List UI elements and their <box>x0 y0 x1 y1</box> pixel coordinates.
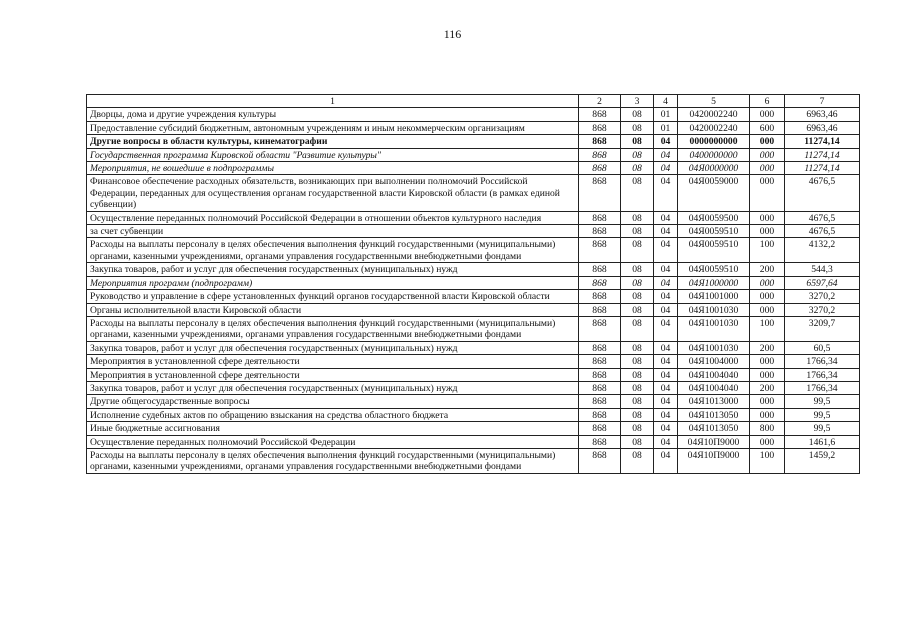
section-cell: 08 <box>621 162 654 175</box>
section-cell: 08 <box>621 135 654 148</box>
expense-type-cell: 000 <box>750 368 785 381</box>
table-row <box>87 135 860 148</box>
table-row <box>87 395 860 408</box>
amount-cell: 99,5 <box>785 408 860 421</box>
header-cell: 1 <box>87 95 579 108</box>
expense-name-cell: Другие вопросы в области культуры, кинематографии <box>87 135 579 148</box>
section-cell: 08 <box>621 290 654 303</box>
expense-name-cell: за счет субвенции <box>87 225 579 238</box>
table-row <box>87 368 860 381</box>
header-cell: 2 <box>579 95 621 108</box>
expense-name-cell: Расходы на выплаты персоналу в целях обеспечения выполнения функций государственными (муниципальными) органами, казенными учреждениями, органами управления государственными внебюджетными фондами <box>87 238 579 263</box>
table-row <box>87 381 860 394</box>
amount-cell: 6597,64 <box>785 276 860 289</box>
section-cell: 08 <box>621 276 654 289</box>
expense-name-cell: Мероприятия, не вошедшие в подпрограммы <box>87 162 579 175</box>
section-cell: 08 <box>621 341 654 354</box>
section-cell: 08 <box>621 211 654 224</box>
table-row <box>87 108 860 121</box>
table-row <box>87 175 860 211</box>
section-cell: 08 <box>621 355 654 368</box>
subsection-cell: 01 <box>654 121 678 134</box>
table-row <box>87 238 860 263</box>
amount-cell: 1461,6 <box>785 435 860 448</box>
expense-name-cell: Закупка товаров, работ и услуг для обеспечения государственных (муниципальных) нужд <box>87 263 579 276</box>
expense-type-cell: 000 <box>750 211 785 224</box>
expense-name-cell: Иные бюджетные ассигнования <box>87 422 579 435</box>
expense-type-cell: 000 <box>750 303 785 316</box>
subsection-cell: 04 <box>654 355 678 368</box>
section-cell: 08 <box>621 225 654 238</box>
amount-cell: 4132,2 <box>785 238 860 263</box>
expense-name-cell: Государственная программа Кировской области "Развитие культуры" <box>87 148 579 161</box>
amount-cell: 11274,14 <box>785 162 860 175</box>
subsection-cell: 04 <box>654 448 678 473</box>
target-article-cell: 04Я0059000 <box>678 175 750 211</box>
expense-type-cell: 100 <box>750 448 785 473</box>
section-cell: 08 <box>621 148 654 161</box>
expense-name-cell: Мероприятия в установленной сфере деятельности <box>87 355 579 368</box>
target-article-cell: 0000000000 <box>678 135 750 148</box>
subsection-cell: 04 <box>654 162 678 175</box>
expense-type-cell: 000 <box>750 162 785 175</box>
expense-type-cell: 000 <box>750 290 785 303</box>
expense-type-cell: 000 <box>750 135 785 148</box>
expense-type-cell: 000 <box>750 276 785 289</box>
expense-type-cell: 200 <box>750 341 785 354</box>
target-article-cell: 0400000000 <box>678 148 750 161</box>
admin-code-cell: 868 <box>579 108 621 121</box>
admin-code-cell: 868 <box>579 435 621 448</box>
section-cell: 08 <box>621 408 654 421</box>
amount-cell: 544,3 <box>785 263 860 276</box>
target-article-cell: 04Я1004040 <box>678 381 750 394</box>
table-row <box>87 211 860 224</box>
table-row <box>87 341 860 354</box>
subsection-cell: 04 <box>654 290 678 303</box>
table-row <box>87 448 860 473</box>
target-article-cell: 04Я1013050 <box>678 408 750 421</box>
expense-type-cell: 200 <box>750 263 785 276</box>
section-cell: 08 <box>621 448 654 473</box>
target-article-cell: 04Я0059510 <box>678 225 750 238</box>
amount-cell: 4676,5 <box>785 211 860 224</box>
section-cell: 08 <box>621 422 654 435</box>
expense-name-cell: Исполнение судебных актов по обращению взыскания на средства областного бюджета <box>87 408 579 421</box>
amount-cell: 1766,34 <box>785 381 860 394</box>
amount-cell: 1459,2 <box>785 448 860 473</box>
target-article-cell: 04Я10П9000 <box>678 448 750 473</box>
target-article-cell: 04Я0000000 <box>678 162 750 175</box>
admin-code-cell: 868 <box>579 368 621 381</box>
table-row <box>87 263 860 276</box>
target-article-cell: 04Я1001030 <box>678 341 750 354</box>
budget-table <box>86 94 860 474</box>
target-article-cell: 04Я0059500 <box>678 211 750 224</box>
expense-type-cell: 800 <box>750 422 785 435</box>
amount-cell: 4676,5 <box>785 175 860 211</box>
table-row <box>87 422 860 435</box>
amount-cell: 4676,5 <box>785 225 860 238</box>
expense-name-cell: Закупка товаров, работ и услуг для обеспечения государственных (муниципальных) нужд <box>87 341 579 354</box>
subsection-cell: 04 <box>654 316 678 341</box>
expense-type-cell: 000 <box>750 435 785 448</box>
target-article-cell: 04Я0059510 <box>678 238 750 263</box>
section-cell: 08 <box>621 238 654 263</box>
section-cell: 08 <box>621 108 654 121</box>
table-row <box>87 148 860 161</box>
admin-code-cell: 868 <box>579 355 621 368</box>
table-row <box>87 316 860 341</box>
amount-cell: 60,5 <box>785 341 860 354</box>
admin-code-cell: 868 <box>579 211 621 224</box>
admin-code-cell: 868 <box>579 276 621 289</box>
target-article-cell: 0420002240 <box>678 121 750 134</box>
section-cell: 08 <box>621 435 654 448</box>
target-article-cell: 04Я1001030 <box>678 303 750 316</box>
subsection-cell: 04 <box>654 175 678 211</box>
expense-type-cell: 000 <box>750 175 785 211</box>
subsection-cell: 04 <box>654 341 678 354</box>
section-cell: 08 <box>621 395 654 408</box>
admin-code-cell: 868 <box>579 381 621 394</box>
admin-code-cell: 868 <box>579 395 621 408</box>
subsection-cell: 04 <box>654 211 678 224</box>
amount-cell: 3270,2 <box>785 303 860 316</box>
expense-type-cell: 000 <box>750 395 785 408</box>
expense-name-cell: Осуществление переданных полномочий Российской Федерации в отношении объектов культурного наследия <box>87 211 579 224</box>
section-cell: 08 <box>621 121 654 134</box>
subsection-cell: 04 <box>654 303 678 316</box>
expense-name-cell: Закупка товаров, работ и услуг для обеспечения государственных (муниципальных) нужд <box>87 381 579 394</box>
table-row <box>87 435 860 448</box>
expense-name-cell: Другие общегосударственные вопросы <box>87 395 579 408</box>
target-article-cell: 04Я1000000 <box>678 276 750 289</box>
subsection-cell: 04 <box>654 408 678 421</box>
amount-cell: 1766,34 <box>785 355 860 368</box>
expense-type-cell: 100 <box>750 238 785 263</box>
admin-code-cell: 868 <box>579 316 621 341</box>
subsection-cell: 04 <box>654 148 678 161</box>
subsection-cell: 01 <box>654 108 678 121</box>
amount-cell: 11274,14 <box>785 135 860 148</box>
admin-code-cell: 868 <box>579 263 621 276</box>
table-row <box>87 225 860 238</box>
admin-code-cell: 868 <box>579 175 621 211</box>
expense-name-cell: Расходы на выплаты персоналу в целях обеспечения выполнения функций государственными (муниципальными) органами, казенными учреждениями, органами управления государственными внебюджетными фондами <box>87 448 579 473</box>
admin-code-cell: 868 <box>579 135 621 148</box>
section-cell: 08 <box>621 175 654 211</box>
table-body <box>87 95 860 474</box>
target-article-cell: 04Я1013050 <box>678 422 750 435</box>
expense-type-cell: 000 <box>750 355 785 368</box>
expense-name-cell: Расходы на выплаты персоналу в целях обеспечения выполнения функций государственными (муниципальными) органами, казенными учреждениями, органами управления государственными внебюджетными фондами <box>87 316 579 341</box>
expense-name-cell: Руководство и управление в сфере установленных функций органов государственной власти Кировской области <box>87 290 579 303</box>
admin-code-cell: 868 <box>579 148 621 161</box>
subsection-cell: 04 <box>654 135 678 148</box>
table-row <box>87 290 860 303</box>
subsection-cell: 04 <box>654 225 678 238</box>
subsection-cell: 04 <box>654 368 678 381</box>
admin-code-cell: 868 <box>579 290 621 303</box>
target-article-cell: 04Я10П9000 <box>678 435 750 448</box>
expense-name-cell: Мероприятия в установленной сфере деятельности <box>87 368 579 381</box>
subsection-cell: 04 <box>654 395 678 408</box>
header-cell: 3 <box>621 95 654 108</box>
target-article-cell: 04Я1013000 <box>678 395 750 408</box>
subsection-cell: 04 <box>654 435 678 448</box>
amount-cell: 11274,14 <box>785 148 860 161</box>
amount-cell: 6963,46 <box>785 108 860 121</box>
admin-code-cell: 868 <box>579 408 621 421</box>
table-header-row <box>87 95 860 108</box>
table-row <box>87 276 860 289</box>
expense-name-cell: Финансовое обеспечение расходных обязательств, возникающих при выполнении полномочий Российской Федерации, переданных для осуществления органам государственной власти Кировской области (в рамках единой субвенции) <box>87 175 579 211</box>
subsection-cell: 04 <box>654 276 678 289</box>
expense-name-cell: Дворцы, дома и другие учреждения культуры <box>87 108 579 121</box>
amount-cell: 99,5 <box>785 395 860 408</box>
expense-type-cell: 000 <box>750 225 785 238</box>
expense-name-cell: Предоставление субсидий бюджетным, автономным учреждениям и иным некоммерческим организациям <box>87 121 579 134</box>
admin-code-cell: 868 <box>579 238 621 263</box>
amount-cell: 3209,7 <box>785 316 860 341</box>
subsection-cell: 04 <box>654 263 678 276</box>
target-article-cell: 04Я1004040 <box>678 368 750 381</box>
target-article-cell: 04Я1004000 <box>678 355 750 368</box>
section-cell: 08 <box>621 316 654 341</box>
subsection-cell: 04 <box>654 422 678 435</box>
section-cell: 08 <box>621 368 654 381</box>
amount-cell: 99,5 <box>785 422 860 435</box>
header-cell: 4 <box>654 95 678 108</box>
page-number: 116 <box>443 27 462 41</box>
expense-name-cell: Осуществление переданных полномочий Российской Федерации <box>87 435 579 448</box>
admin-code-cell: 868 <box>579 448 621 473</box>
admin-code-cell: 868 <box>579 341 621 354</box>
target-article-cell: 0420002240 <box>678 108 750 121</box>
amount-cell: 1766,34 <box>785 368 860 381</box>
table-row <box>87 355 860 368</box>
expense-type-cell: 100 <box>750 316 785 341</box>
expense-type-cell: 000 <box>750 148 785 161</box>
admin-code-cell: 868 <box>579 162 621 175</box>
header-cell: 7 <box>785 95 860 108</box>
admin-code-cell: 868 <box>579 303 621 316</box>
section-cell: 08 <box>621 381 654 394</box>
section-cell: 08 <box>621 263 654 276</box>
table-row <box>87 408 860 421</box>
admin-code-cell: 868 <box>579 422 621 435</box>
expense-name-cell: Мероприятия программ (подпрограмм) <box>87 276 579 289</box>
amount-cell: 3270,2 <box>785 290 860 303</box>
table-row <box>87 162 860 175</box>
target-article-cell: 04Я1001000 <box>678 290 750 303</box>
expense-type-cell: 000 <box>750 408 785 421</box>
expense-type-cell: 000 <box>750 108 785 121</box>
target-article-cell: 04Я0059510 <box>678 263 750 276</box>
table-row <box>87 121 860 134</box>
target-article-cell: 04Я1001030 <box>678 316 750 341</box>
header-cell: 5 <box>678 95 750 108</box>
admin-code-cell: 868 <box>579 121 621 134</box>
subsection-cell: 04 <box>654 238 678 263</box>
subsection-cell: 04 <box>654 381 678 394</box>
expense-name-cell: Органы исполнительной власти Кировской области <box>87 303 579 316</box>
section-cell: 08 <box>621 303 654 316</box>
table-row <box>87 303 860 316</box>
expense-type-cell: 600 <box>750 121 785 134</box>
expense-type-cell: 200 <box>750 381 785 394</box>
header-cell: 6 <box>750 95 785 108</box>
amount-cell: 6963,46 <box>785 121 860 134</box>
admin-code-cell: 868 <box>579 225 621 238</box>
